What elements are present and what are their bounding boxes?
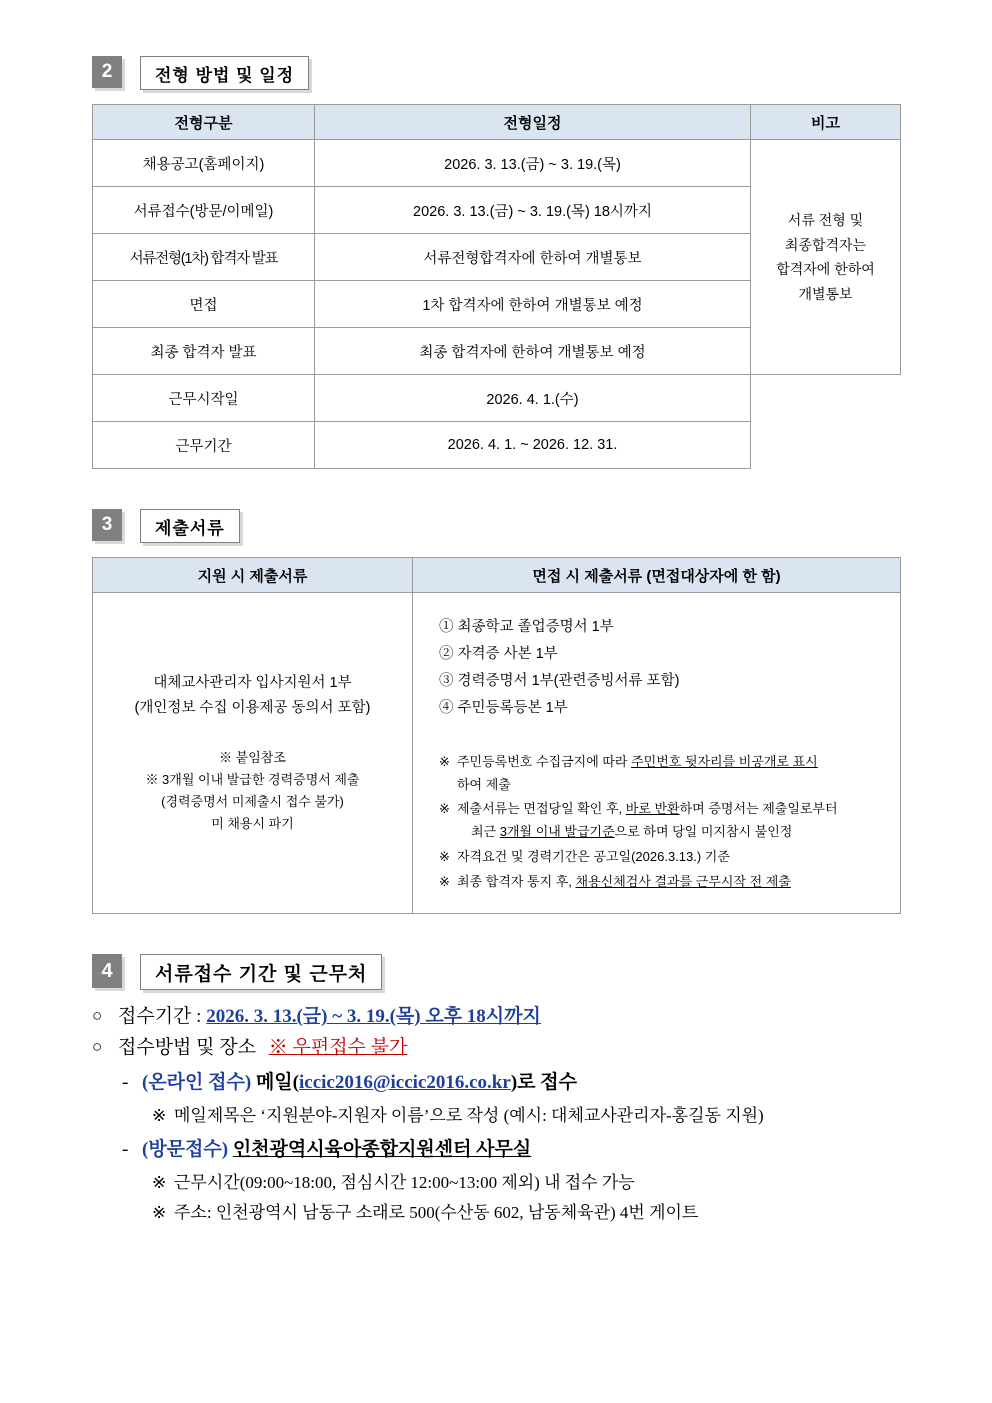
note-text: 주민등록번호 수집금지에 따라 <box>457 753 632 769</box>
note-text-cont: 하여 제출 <box>457 776 511 792</box>
note-mark: ※ <box>152 1172 167 1192</box>
column-header-type: 전형구분 <box>93 105 315 140</box>
section-title-3: 제출서류 <box>140 509 240 543</box>
cell-remark-blank <box>751 375 901 422</box>
note-text: 근무시간(09:00~18:00, 점심시간 12:00~13:00 제외) 내 접수 가능 <box>174 1172 635 1192</box>
cell-type: 서류전형(1차) 합격자 발표 <box>93 234 315 281</box>
section-number-3: 3 <box>92 509 122 541</box>
apply-doc-line: 대체교사관리자 입사지원서 1부 <box>153 675 352 692</box>
column-header-remark: 비고 <box>751 105 901 140</box>
list-item: ④ 주민등록등본 1부 <box>439 699 568 716</box>
remark-line: 합격자에 한하여 <box>776 261 875 277</box>
cell-type: 서류접수(방문/이메일) <box>93 187 315 234</box>
remark-line: 최종합격자는 <box>784 236 867 253</box>
note-line: ※ 붙임참조 <box>219 749 286 765</box>
table-row <box>93 375 901 422</box>
section-number-4: 4 <box>92 954 122 988</box>
note-text: 메일제목은 ‘지원분야-지원자 이름’으로 작성 (예시: 대체교사관리자-홍길동 지원) <box>174 1105 764 1125</box>
cell-schedule: 2026. 4. 1. ~ 2026. 12. 31. <box>315 422 751 469</box>
schedule-table <box>92 104 901 469</box>
online-apply-row <box>122 1068 992 1099</box>
online-block <box>122 1068 992 1129</box>
note-mark: ※ <box>439 801 450 817</box>
section-heading-2 <box>92 56 992 90</box>
table-row <box>93 422 901 469</box>
section-heading-4 <box>92 954 992 990</box>
list-item: ② 자격증 사본 1부 <box>439 645 558 662</box>
list-item: ③ 경력증명서 1부(관련증빙서류 포함) <box>439 672 680 689</box>
note-text: 최종 합격자 통지 후, <box>457 873 576 889</box>
cell-remark <box>751 140 901 375</box>
note-line: ※ 3개월 이내 발급한 경력증명서 제출 <box>145 771 360 787</box>
remark-line: 서류 전형 및 <box>787 212 864 228</box>
cell-schedule: 2026. 3. 13.(금) ~ 3. 19.(목) 18시까지 <box>315 187 751 234</box>
section-title-2: 전형 방법 및 일정 <box>140 56 309 90</box>
section-4-body <box>92 1002 992 1227</box>
cell-apply-docs <box>93 593 413 914</box>
online-apply-tag: (온라인 접수) <box>142 1071 252 1093</box>
dash-marker: - <box>122 1139 129 1161</box>
receipt-period-row <box>92 1002 992 1033</box>
table-row <box>93 593 901 914</box>
cell-type: 채용공고(홈페이지) <box>93 140 315 187</box>
note-text: 하며 증명서는 제출일로부터 <box>679 801 838 817</box>
list-item: ① 최종학교 졸업증명서 1부 <box>439 619 614 635</box>
visit-block <box>122 1135 992 1227</box>
note-text-underlined: 3개월 이내 발급기준 <box>499 824 615 839</box>
note-mark: ※ <box>439 848 450 864</box>
email-link[interactable]: iccic2016@iccic2016.co.kr <box>298 1071 511 1093</box>
note-text: 자격요건 및 경력기간은 공고일(2026.3.13.) 기준 <box>457 848 730 864</box>
submission-documents-table <box>92 557 901 914</box>
dash-marker: - <box>122 1071 129 1093</box>
visit-apply-row <box>122 1135 992 1166</box>
online-apply-text-post: )로 접수 <box>510 1071 577 1093</box>
note-line <box>439 846 884 869</box>
section-gap <box>0 914 992 954</box>
visit-note <box>152 1169 992 1197</box>
note-line <box>439 751 884 797</box>
note-line: 미 채용시 파기 <box>211 815 294 831</box>
section-gap <box>0 469 992 509</box>
note-mark: ※ <box>439 753 450 769</box>
note-text-underlined: 채용신체검사 결과를 근무시작 전 제출 <box>575 873 791 889</box>
column-header-schedule: 전형일정 <box>315 105 751 140</box>
bullet-circle-icon: ○ <box>92 1006 103 1026</box>
note-text: 제출서류는 면접당일 확인 후, <box>457 801 626 817</box>
bullet-circle-icon: ○ <box>92 1037 103 1057</box>
cell-schedule: 서류전형합격자에 한하여 개별통보 <box>315 234 751 281</box>
table-header-row <box>93 558 901 593</box>
top-spacer <box>0 0 992 56</box>
note-mark: ※ <box>439 873 450 889</box>
column-header-interview-docs: 면접 시 제출서류 (면접대상자에 한 함) <box>413 558 901 593</box>
cell-interview-docs <box>413 593 901 914</box>
cell-type: 근무시작일 <box>93 375 315 422</box>
note-text-underlined: 바로 반환 <box>625 801 680 817</box>
apply-doc-notes <box>103 747 402 835</box>
receipt-method-label: 접수방법 및 장소 <box>118 1037 256 1059</box>
cell-type: 근무기간 <box>93 422 315 469</box>
receipt-period-label: 접수기간 : <box>118 1006 202 1028</box>
online-apply-text-pre: 메일( <box>255 1071 299 1093</box>
visit-place: 인천광역시육아종합지원센터 사무실 <box>232 1139 532 1161</box>
cell-schedule: 2026. 3. 13.(금) ~ 3. 19.(목) <box>315 140 751 187</box>
section-title-4: 서류접수 기간 및 근무처 <box>140 954 382 990</box>
online-apply-note <box>152 1102 992 1130</box>
cell-type: 면접 <box>93 281 315 328</box>
note-mark: ※ <box>152 1105 167 1125</box>
table-header-row <box>93 105 901 140</box>
cell-schedule: 1차 합격자에 한하여 개별통보 예정 <box>315 281 751 328</box>
receipt-method-row <box>92 1033 992 1064</box>
cell-schedule: 2026. 4. 1.(수) <box>315 375 751 422</box>
note-line <box>439 871 884 894</box>
no-postal-warning: ※ 우편접수 불가 <box>268 1037 408 1059</box>
interview-doc-list <box>439 615 884 721</box>
apply-doc-line: (개인정보 수집 이용제공 동의서 포함) <box>134 699 371 716</box>
cell-remark-blank <box>751 422 901 469</box>
receipt-period-value: 2026. 3. 13.(금) ~ 3. 19.(목) 오후 18시까지 <box>206 1006 541 1028</box>
cell-schedule: 최종 합격자에 한하여 개별통보 예정 <box>315 328 751 375</box>
note-text: 으로 하며 당일 미지참시 불인정 <box>614 824 793 839</box>
interview-doc-notes <box>439 751 884 894</box>
note-text: 최근 <box>471 824 500 839</box>
column-header-apply-docs: 지원 시 제출서류 <box>93 558 413 593</box>
note-text: 주소: 인천광역시 남동구 소래로 500(수산동 602, 남동체육관) 4번 게이트 <box>174 1203 699 1223</box>
section-heading-3 <box>92 509 992 543</box>
visit-note <box>152 1199 992 1227</box>
note-line: (경력증명서 미제출시 접수 불가) <box>161 793 344 809</box>
note-line <box>439 798 884 844</box>
note-mark: ※ <box>152 1203 167 1223</box>
section-number-2: 2 <box>92 56 122 88</box>
note-text-underlined: 주민번호 뒷자리를 비공개로 표시 <box>631 753 818 769</box>
cell-type: 최종 합격자 발표 <box>93 328 315 375</box>
table-row <box>93 140 901 187</box>
visit-apply-tag: (방문접수) <box>142 1139 229 1161</box>
remark-line: 개별통보 <box>798 285 853 302</box>
